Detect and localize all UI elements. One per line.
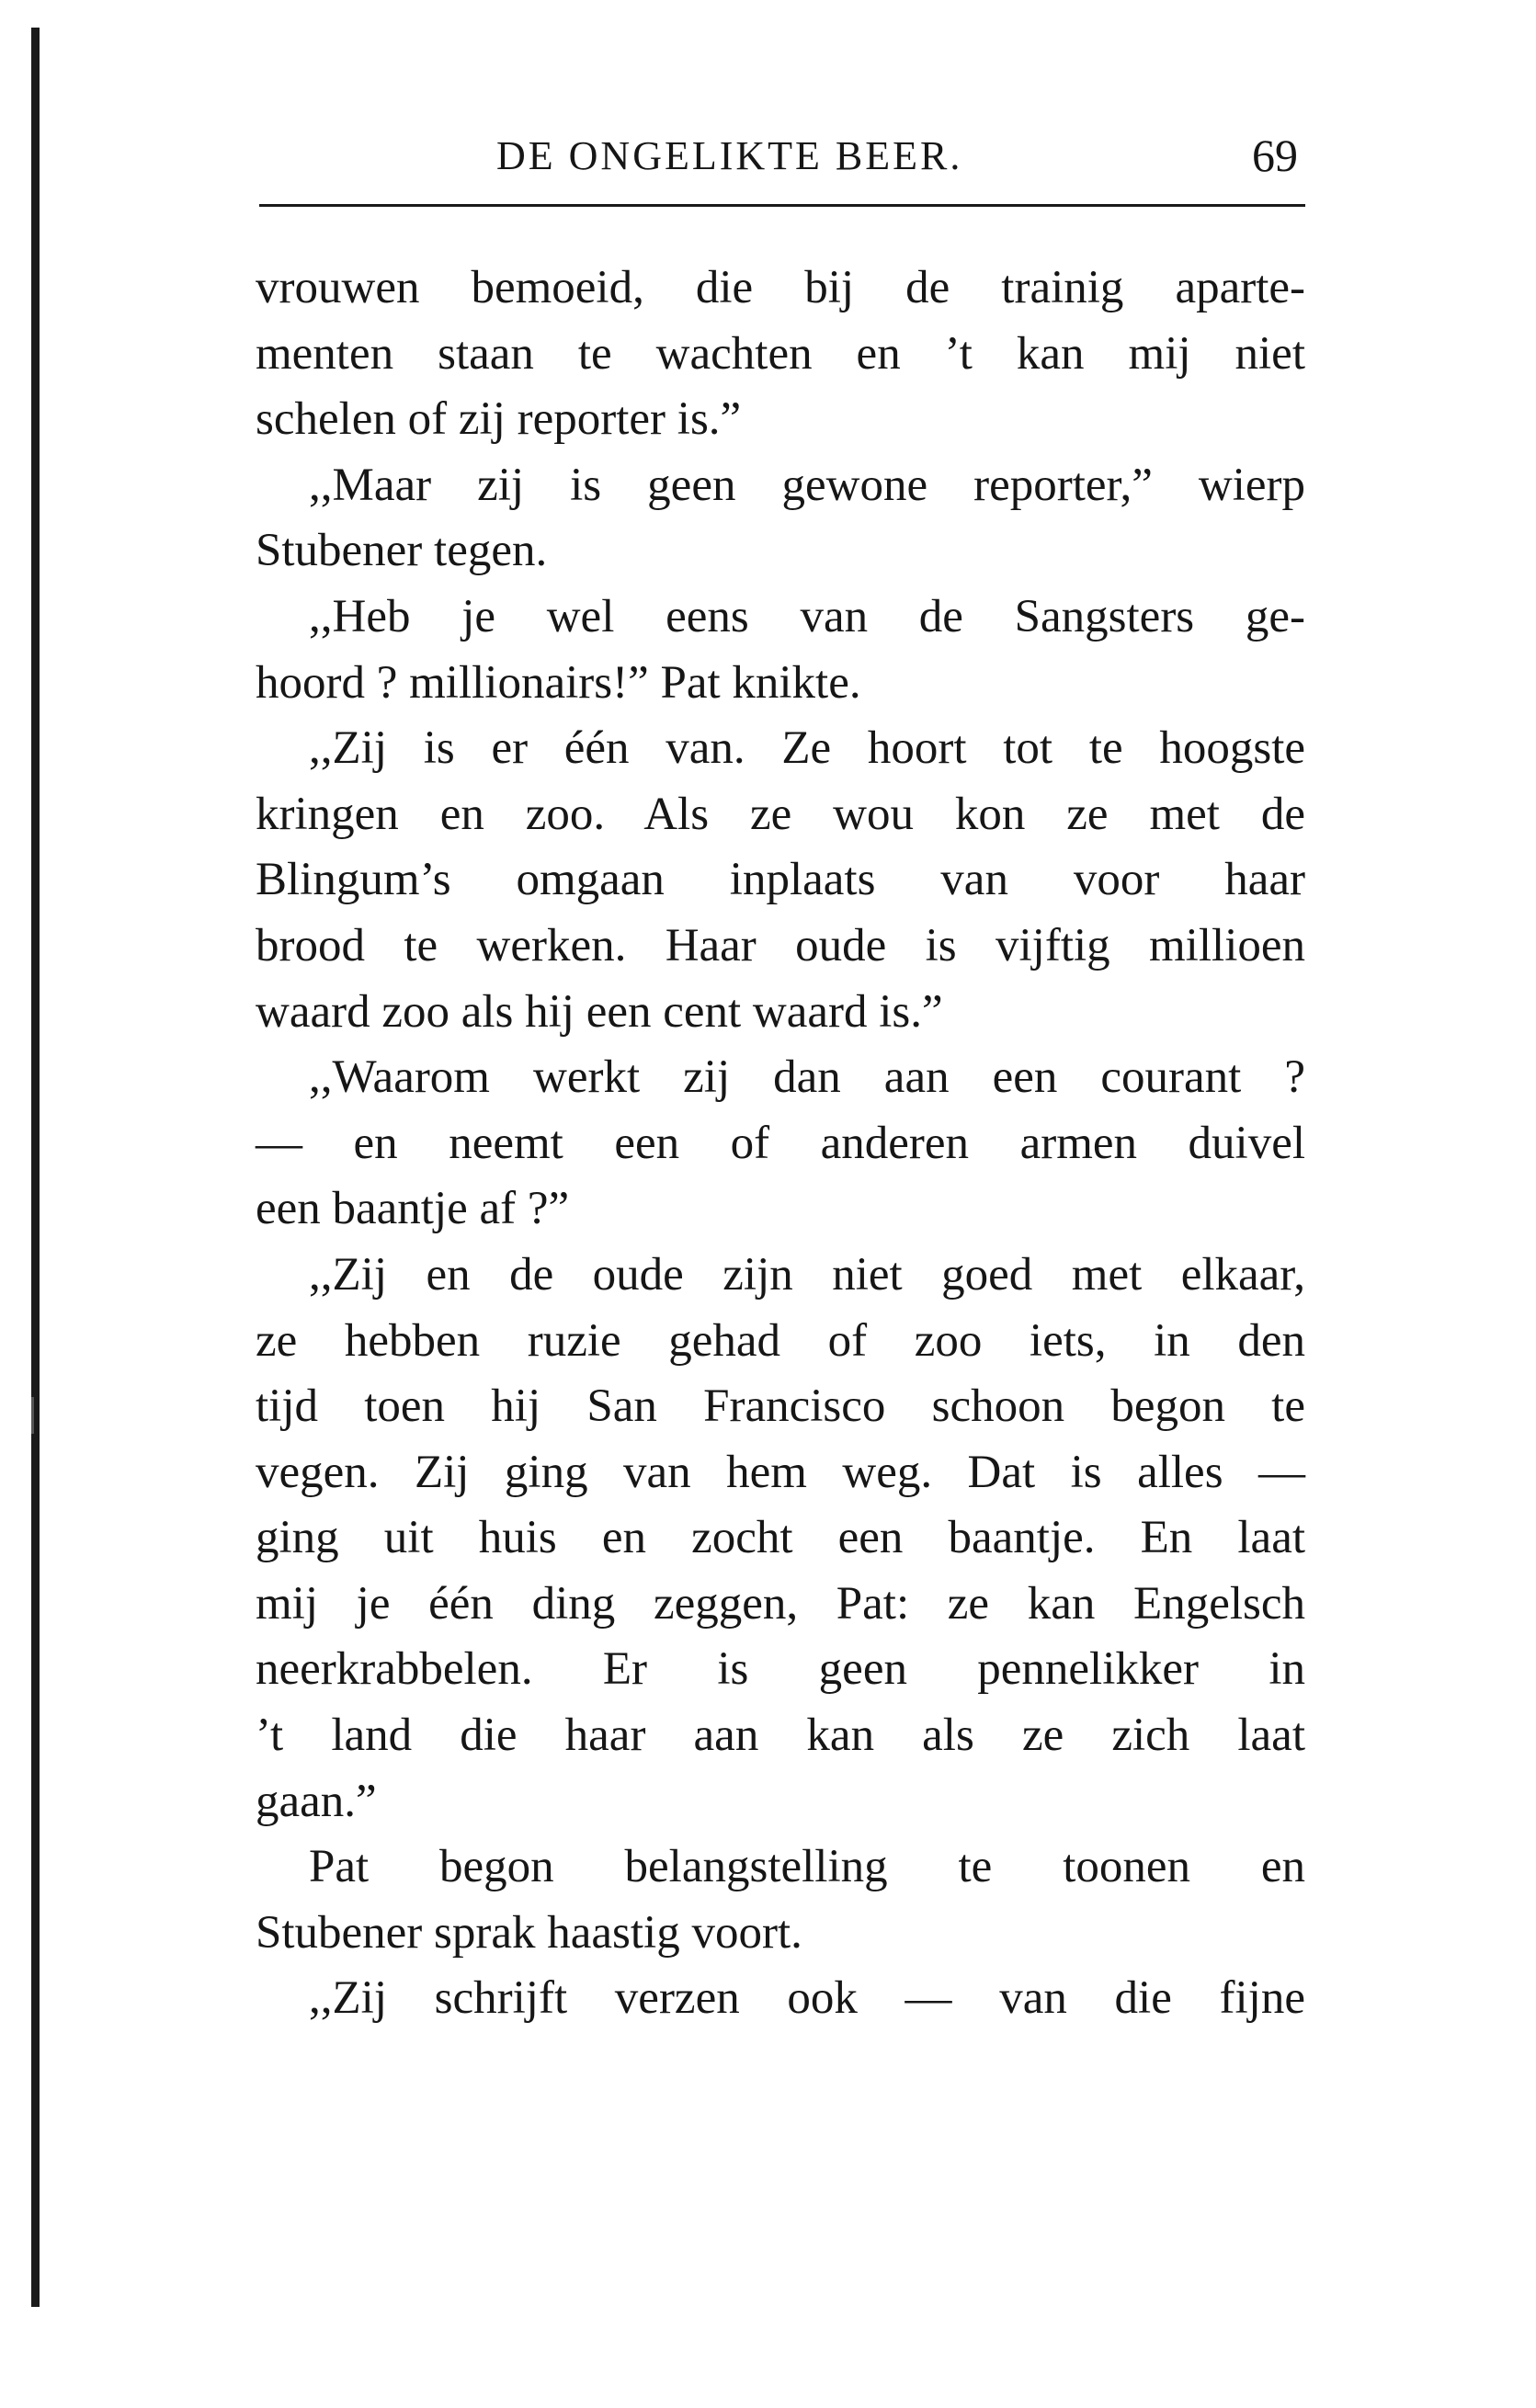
text-line: waard zoo als hij een cent waard is.”	[256, 985, 943, 1038]
text-line: ’t land die haar aan kan als ze zich laat	[256, 1709, 1305, 1762]
page-number: 69	[1252, 130, 1298, 181]
text-line: vegen. Zij ging van hem weg. Dat is alles —	[256, 1446, 1305, 1498]
text-line: gaan.”	[256, 1775, 377, 1827]
text-line: kringen en zoo. Als ze wou kon ze met de	[256, 788, 1305, 840]
running-header	[259, 125, 1305, 207]
text-line: ,,Maar zij is geen gewone reporter,” wierp	[309, 459, 1305, 511]
page-binding-edge	[31, 28, 40, 2307]
text-line: ,,Zij en de oude zijn niet goed met elkaar,	[309, 1248, 1305, 1301]
running-title: DE ONGELIKTE BEER.	[496, 133, 963, 178]
text-line: ,,Zij schrijft verzen ook — van die fijne	[309, 1972, 1305, 2025]
text-line: menten staan te wachten en ’t kan mij niet	[256, 327, 1305, 380]
text-line: hoord ? millionairs!” Pat knikte.	[256, 656, 861, 709]
text-line: Pat begon belangstelling te toonen en	[309, 1841, 1305, 1893]
text-line: een baantje af ?”	[256, 1183, 570, 1235]
text-line: vrouwen bemoeid, die bij de trainig aparte-	[256, 262, 1305, 313]
text-line: Stubener sprak haastig voort.	[256, 1906, 802, 1959]
text-line: Blingum’s omgaan inplaats van voor haar	[256, 854, 1305, 906]
text-line: ging uit huis en zocht een baantje. En laat	[256, 1512, 1305, 1564]
page-edge-mark	[31, 1397, 34, 1434]
text-line: ze hebben ruzie gehad of zoo iets, in den	[256, 1314, 1305, 1367]
text-line: ,,Zij is er één van. Ze hoort tot te hoogste	[309, 722, 1305, 775]
text-line: tijd toen hij San Francisco schoon begon te	[256, 1380, 1305, 1433]
body-text	[256, 256, 1305, 2032]
text-line: neerkrabbelen. Er is geen pennelikker in	[256, 1643, 1305, 1696]
text-line: — en neemt een of anderen armen duivel	[256, 1117, 1305, 1169]
text-line: Stubener tegen.	[256, 525, 548, 577]
text-line: mij je één ding zeggen, Pat: ze kan Engelsch	[256, 1577, 1305, 1630]
text-line: schelen of zij reporter is.”	[256, 393, 742, 446]
text-line: brood te werken. Haar oude is vijftig millioen	[256, 919, 1305, 971]
text-line: ,,Waarom werkt zij dan aan een courant ?	[309, 1051, 1305, 1104]
text-line: ,,Heb je wel eens van de Sangsters ge-	[309, 590, 1305, 642]
